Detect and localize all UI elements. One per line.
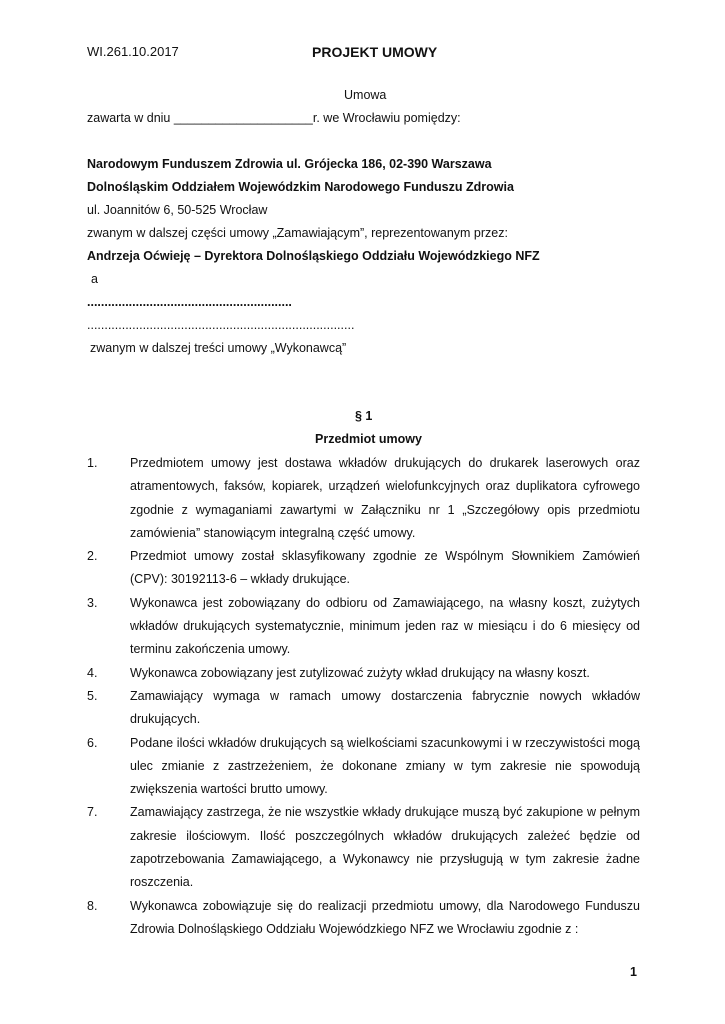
section-number: § 1	[355, 409, 373, 423]
clause-number: 3.	[87, 595, 98, 610]
section-title: Przedmiot umowy	[315, 432, 422, 446]
clause-number: 7.	[87, 805, 98, 820]
clause-item	[87, 895, 640, 942]
clause-text: Przedmiotem umowy jest dostawa wkładów drukujących do drukarek laserowych oraz atramentowych, faksów, kopiarek, urządzeń wielofunkcyjnych oraz duplikatora cyfrowego zgodnie z wymaganiami zawartymi w Załączniku nr 1 „Szczegółowy opis przedmiotu zamówienia” stanowiącym integralną część umowy.	[130, 456, 640, 540]
clause-text: Wykonawca zobowiązany jest zutylizować zużyty wkład drukujący na własny koszt.	[130, 665, 590, 680]
party2-placeholder: .............................................................................	[87, 318, 355, 332]
clause-text: Wykonawca zobowiązuje się do realizacji przedmiotu umowy, dla Narodowego Funduszu Zdrowia Dolnośląskiego Oddziału Wojewódzkiego NFZ we Wrocławiu zgodnie z :	[130, 898, 640, 936]
contract-date-line: zawarta w dniu ____________________r. we Wrocławiu pomiędzy:	[87, 111, 461, 125]
clause-number: 5.	[87, 688, 98, 703]
page-number: 1	[630, 965, 637, 979]
clause-item	[87, 545, 640, 592]
contract-heading: Umowa	[344, 88, 387, 102]
clause-number: 1.	[87, 456, 98, 470]
clause-number: 4.	[87, 665, 98, 680]
clause-item	[87, 452, 640, 545]
party1-branch: Dolnośląskim Oddziałem Wojewódzkim Narodowego Funduszu Zdrowia	[87, 180, 514, 194]
clause-item	[87, 685, 640, 732]
clause-item	[87, 801, 640, 894]
clause-text: Zamawiający zastrzega, że nie wszystkie wkłady drukujące muszą być zakupione w pełnym zakresie ilościowym. Ilość poszczególnych wkładów drukujących zależeć będzie od zapotrzebowania Zamawiającego, a Wykonawcy nie przysługują w tym zakresie żadne roszczenia.	[130, 805, 640, 890]
clause-text: Zamawiający wymaga w ramach umowy dostarczenia fabrycznie nowych wkładów drukujących.	[130, 688, 640, 727]
conjunction-a: a	[91, 272, 98, 286]
party1-designation: zwanym w dalszej części umowy „Zamawiającym”, reprezentowanym przez:	[87, 226, 508, 240]
clause-text: Wykonawca jest zobowiązany do odbioru od Zamawiającego, na własny koszt, zużytych wkładów drukujących systematycznie, minimum jeden raz w miesiącu i do 6 miesięcy od terminu zakończenia umowy.	[130, 595, 640, 657]
party1-address: ul. Joannitów 6, 50-525 Wrocław	[87, 203, 268, 217]
clause-number: 6.	[87, 735, 98, 750]
clause-number: 8.	[87, 898, 98, 913]
party2-placeholder-bold: ...........................................................	[87, 295, 292, 309]
clause-item	[87, 592, 640, 662]
document-title: PROJEKT UMOWY	[312, 44, 438, 60]
clause-list	[87, 452, 640, 941]
clause-text: Podane ilości wkładów drukujących są wielkościami szacunkowymi i w rzeczywistości mogą ulec zmianie z zastrzeżeniem, że dokonane zmiany w tym zakresie nie spowodują zwiększenia wartości brutto umowy.	[130, 735, 640, 797]
clause-text: Przedmiot umowy został sklasyfikowany zgodnie ze Wspólnym Słownikiem Zamówień (CPV): 30192113-6 – wkłady drukujące.	[130, 549, 640, 587]
clause-item	[87, 662, 640, 685]
party1-name: Narodowym Funduszem Zdrowia ul. Grójecka 186, 02-390 Warszawa	[87, 157, 492, 171]
document-reference: WI.261.10.2017	[87, 44, 179, 59]
clause-item	[87, 732, 640, 802]
party2-designation: zwanym w dalszej treści umowy „Wykonawcą”	[90, 341, 347, 355]
party1-representative: Andrzeja Oćwieję – Dyrektora Dolnośląskiego Oddziału Wojewódzkiego NFZ	[87, 249, 540, 263]
clause-number: 2.	[87, 549, 98, 564]
